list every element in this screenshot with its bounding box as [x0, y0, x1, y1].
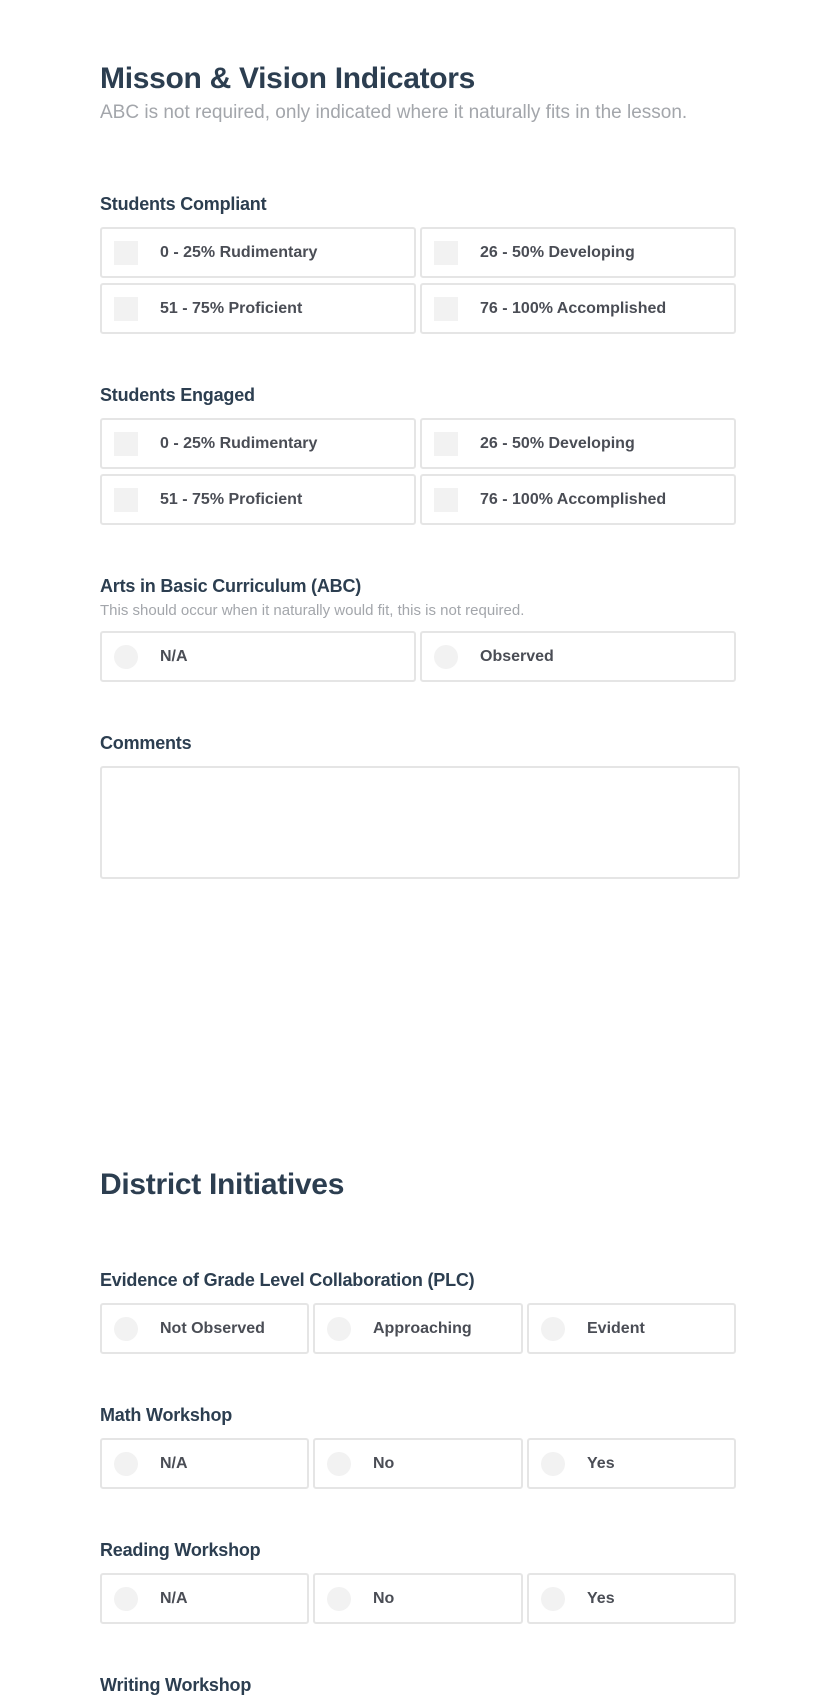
option-label: N/A	[160, 1454, 188, 1472]
option-label: N/A	[160, 1589, 188, 1607]
option-label: Yes	[587, 1454, 615, 1472]
option-label: No	[373, 1454, 395, 1472]
checkbox-icon[interactable]	[434, 297, 458, 321]
option-label: 26 - 50% Developing	[480, 434, 635, 452]
checkbox-icon[interactable]	[434, 432, 458, 456]
option-label: Observed	[480, 647, 554, 665]
question-label-plc: Evidence of Grade Level Collaboration (PLC)	[100, 1270, 475, 1290]
radio-icon[interactable]	[327, 1317, 351, 1341]
question-label-comments: Comments	[100, 733, 192, 753]
radio-icon[interactable]	[541, 1452, 565, 1476]
radio-icon[interactable]	[114, 1317, 138, 1341]
option-math-yes[interactable]	[527, 1438, 736, 1489]
radio-icon[interactable]	[114, 1452, 138, 1476]
comments-textarea[interactable]	[100, 766, 740, 879]
radio-icon[interactable]	[327, 1587, 351, 1611]
option-label: Not Observed	[160, 1319, 265, 1337]
option-engaged-developing[interactable]	[420, 418, 736, 469]
option-abc-observed[interactable]	[420, 631, 736, 682]
checkbox-icon[interactable]	[114, 432, 138, 456]
option-label: 76 - 100% Accomplished	[480, 490, 667, 508]
option-compliant-developing[interactable]	[420, 227, 736, 278]
option-reading-na[interactable]	[100, 1573, 309, 1624]
option-label: Yes	[587, 1589, 615, 1607]
question-label-reading-workshop: Reading Workshop	[100, 1540, 261, 1560]
option-math-no[interactable]	[313, 1438, 523, 1489]
option-label: N/A	[160, 647, 188, 665]
checkbox-icon[interactable]	[434, 488, 458, 512]
checkbox-icon[interactable]	[434, 241, 458, 265]
option-plc-not-observed[interactable]	[100, 1303, 309, 1354]
checkbox-icon[interactable]	[114, 241, 138, 265]
section-title-mission-vision: Misson & Vision Indicators	[100, 62, 476, 95]
option-reading-yes[interactable]	[527, 1573, 736, 1624]
option-plc-approaching[interactable]	[313, 1303, 523, 1354]
option-label: Approaching	[373, 1319, 472, 1337]
option-engaged-rudimentary[interactable]	[100, 418, 416, 469]
option-label: 51 - 75% Proficient	[160, 490, 303, 508]
option-abc-na[interactable]	[100, 631, 416, 682]
radio-icon[interactable]	[327, 1452, 351, 1476]
option-engaged-accomplished[interactable]	[420, 474, 736, 525]
option-label: 26 - 50% Developing	[480, 243, 635, 261]
checkbox-icon[interactable]	[114, 488, 138, 512]
option-compliant-rudimentary[interactable]	[100, 227, 416, 278]
checkbox-icon[interactable]	[114, 297, 138, 321]
option-compliant-proficient[interactable]	[100, 283, 416, 334]
question-hint-abc: This should occur when it naturally would fit, this is not required.	[100, 602, 525, 619]
radio-icon[interactable]	[434, 645, 458, 669]
option-math-na[interactable]	[100, 1438, 309, 1489]
question-label-math-workshop: Math Workshop	[100, 1405, 233, 1425]
radio-icon[interactable]	[114, 645, 138, 669]
question-label-abc: Arts in Basic Curriculum (ABC)	[100, 576, 362, 596]
option-compliant-accomplished[interactable]	[420, 283, 736, 334]
section-title-district-initiatives: District Initiatives	[100, 1168, 345, 1201]
section-subtitle: ABC is not required, only indicated where it naturally fits in the lesson.	[100, 102, 688, 123]
option-label: No	[373, 1589, 395, 1607]
option-plc-evident[interactable]	[527, 1303, 736, 1354]
radio-icon[interactable]	[114, 1587, 138, 1611]
radio-icon[interactable]	[541, 1317, 565, 1341]
option-label: 76 - 100% Accomplished	[480, 299, 667, 317]
question-label-students-compliant: Students Compliant	[100, 194, 267, 214]
option-label: 0 - 25% Rudimentary	[160, 434, 318, 452]
option-label: Evident	[587, 1319, 645, 1337]
radio-icon[interactable]	[541, 1587, 565, 1611]
option-reading-no[interactable]	[313, 1573, 523, 1624]
option-label: 51 - 75% Proficient	[160, 299, 303, 317]
option-label: 0 - 25% Rudimentary	[160, 243, 318, 261]
question-label-writing-workshop: Writing Workshop	[100, 1675, 252, 1695]
option-engaged-proficient[interactable]	[100, 474, 416, 525]
question-label-students-engaged: Students Engaged	[100, 385, 255, 405]
